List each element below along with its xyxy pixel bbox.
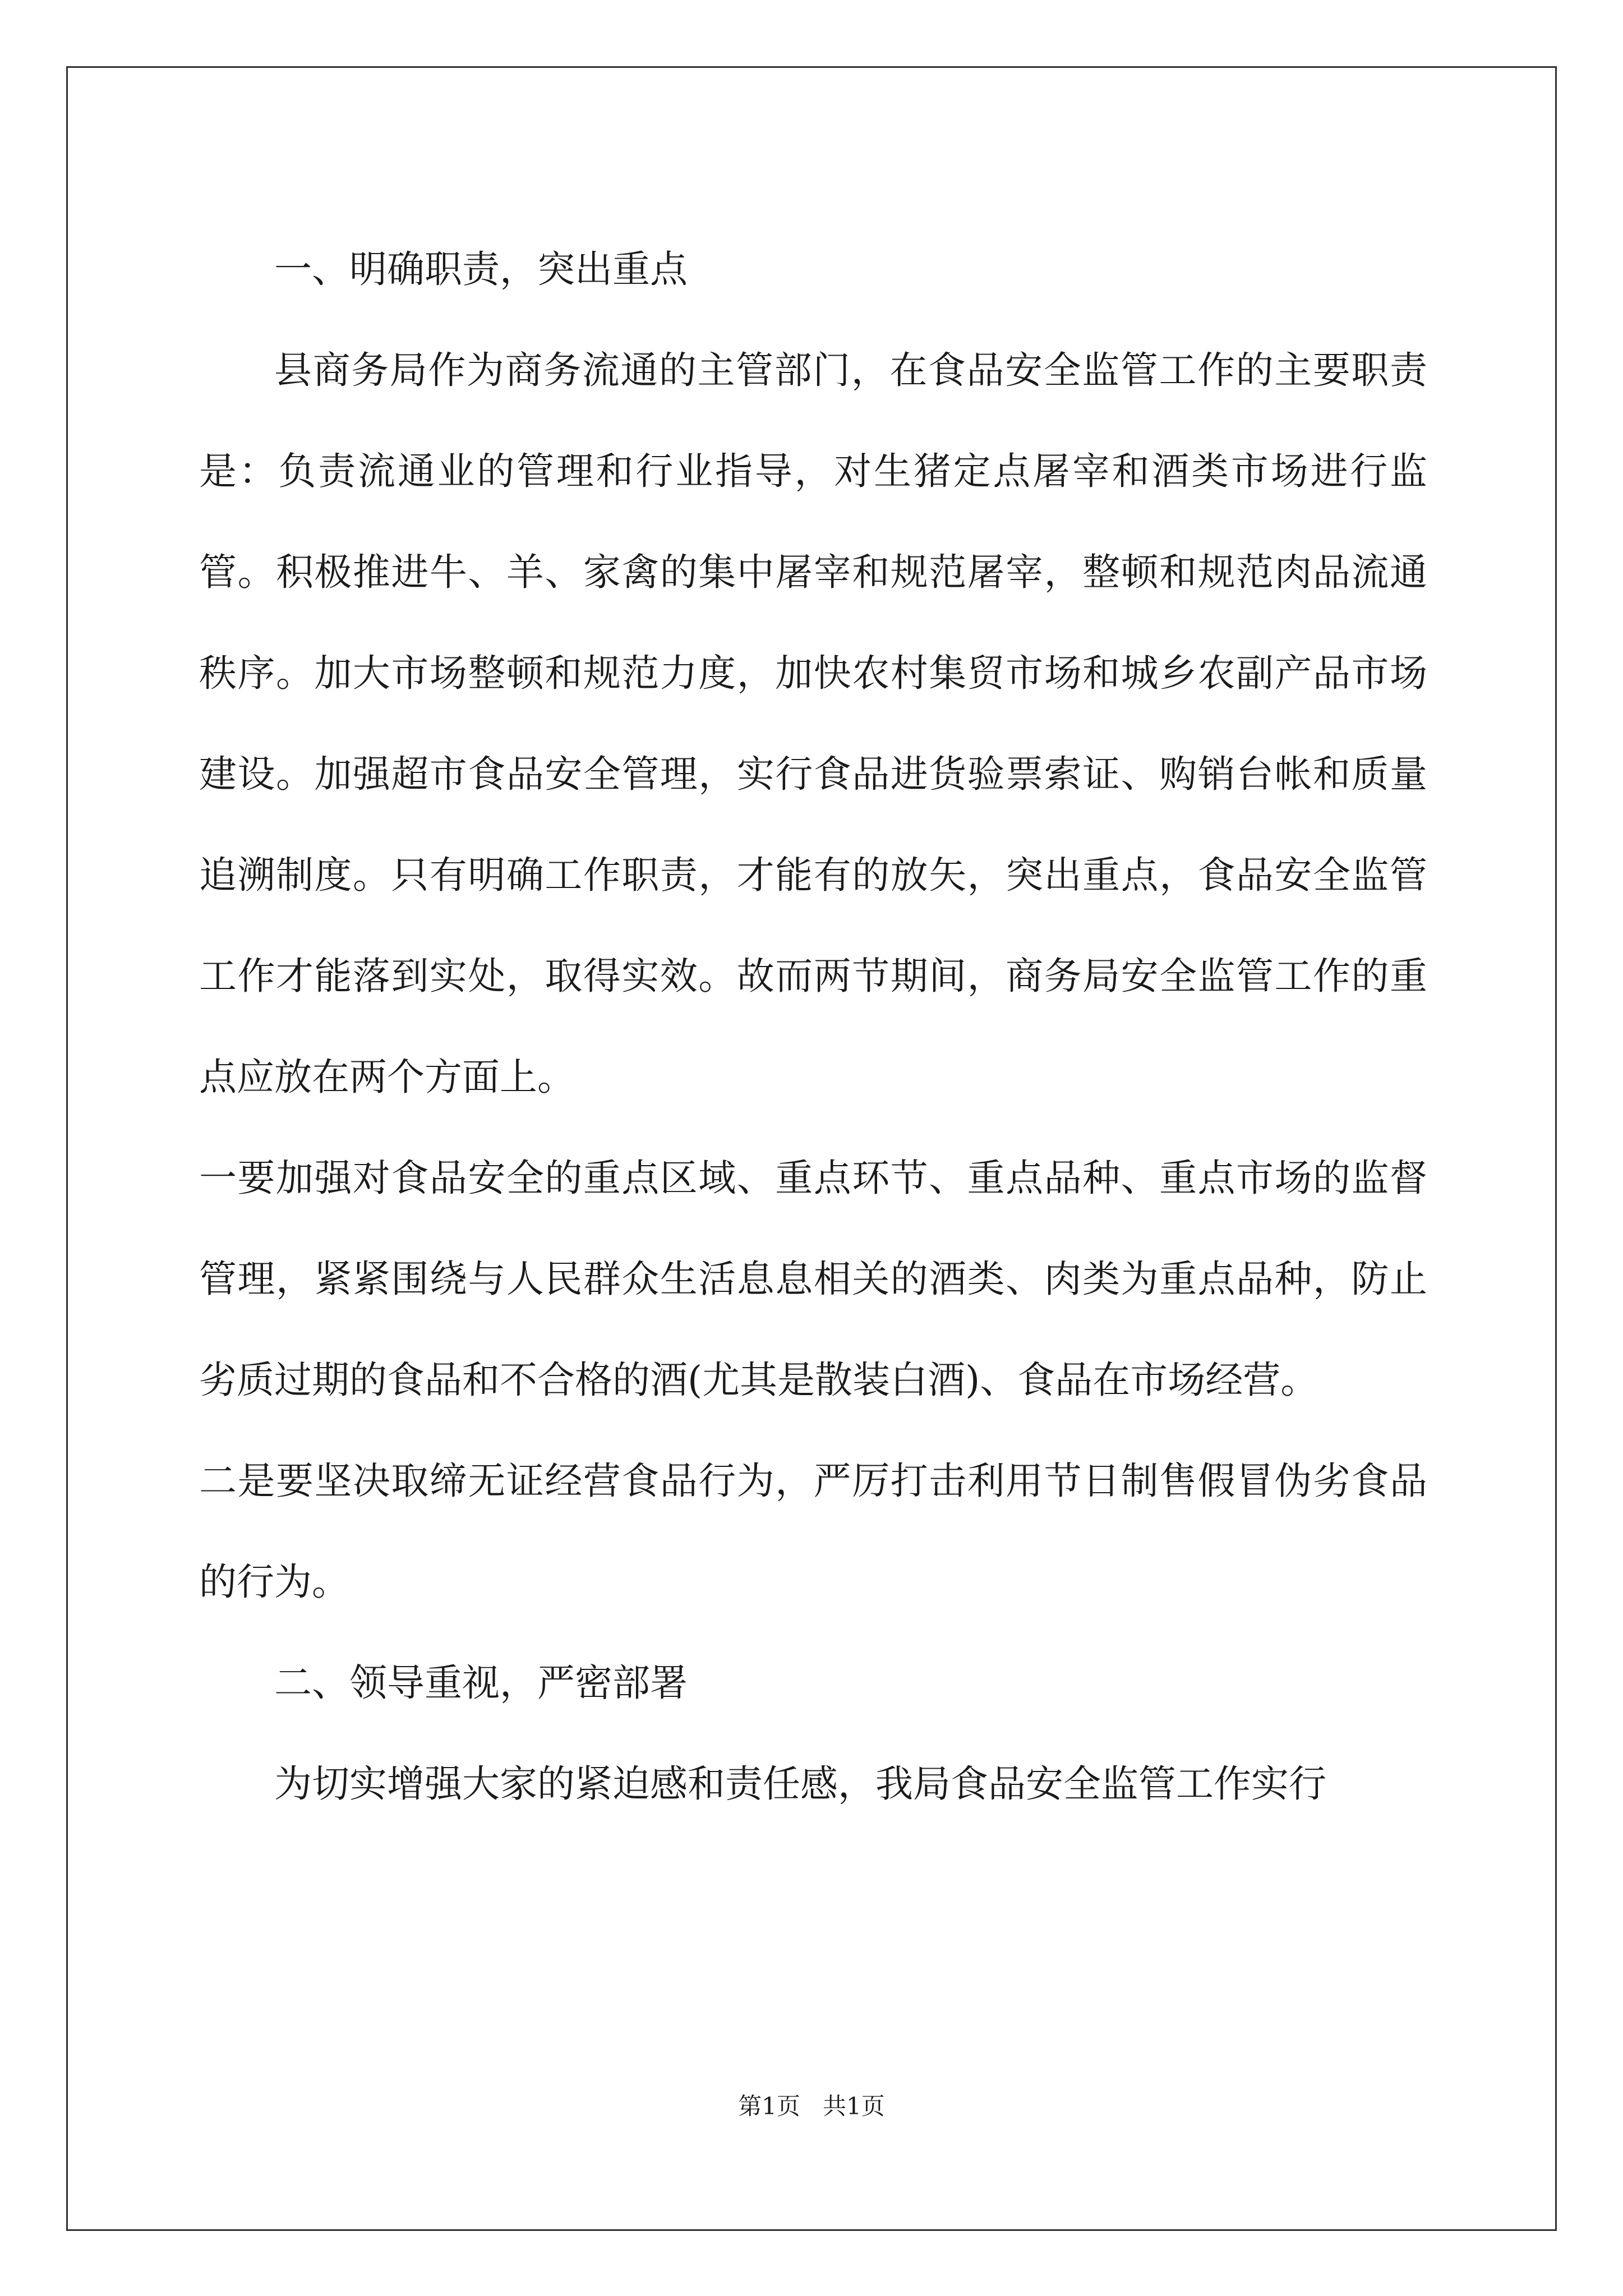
page-footer [0, 2088, 1623, 2122]
paragraph-2: 一要加强对食品安全的重点区域、重点环节、重点品种、重点市场的监督管理，紧紧围绕与人民群众生活息息相关的酒类、肉类为重点品种，防止劣质过期的食品和不合格的酒(尤其是散装白酒)、食品在市场经营。 [199, 1156, 1427, 1402]
page-total: 共1页 [823, 2092, 885, 2120]
paragraph-1: 县商务局作为商务流通的主管部门，在食品安全监管工作的主要职责是：负责流通业的管理和行业指导，对生猪定点屠宰和酒类市场进行监管。积极推进牛、羊、家禽的集中屠宰和规范屠宰，整顿和规范肉品流通秩序。加大市场整顿和规范力度，加快农村集贸市场和城乡农副产品市场建设。加强超市食品安全管理，实行食品进货验票索证、购销台帐和质量追溯制度。只有明确工作职责，才能有的放矢，突出重点，食品安全监管工作才能落到实处，取得实效。故而两节期间，商务局安全监管工作的重点应放在两个方面上。 [199, 348, 1427, 1099]
document-body [199, 219, 1427, 1834]
page-number: 第1页 [738, 2092, 800, 2120]
section-heading-1: 一、明确职责，突出重点 [274, 247, 688, 291]
section-heading-2: 二、领导重视，严密部署 [274, 1661, 688, 1705]
paragraph-3: 二是要坚决取缔无证经营食品行为，严厉打击利用节日制售假冒伪劣食品的行为。 [199, 1459, 1427, 1604]
paragraph-4: 为切实增强大家的紧迫感和责任感，我局食品安全监管工作实行 [274, 1762, 1326, 1806]
